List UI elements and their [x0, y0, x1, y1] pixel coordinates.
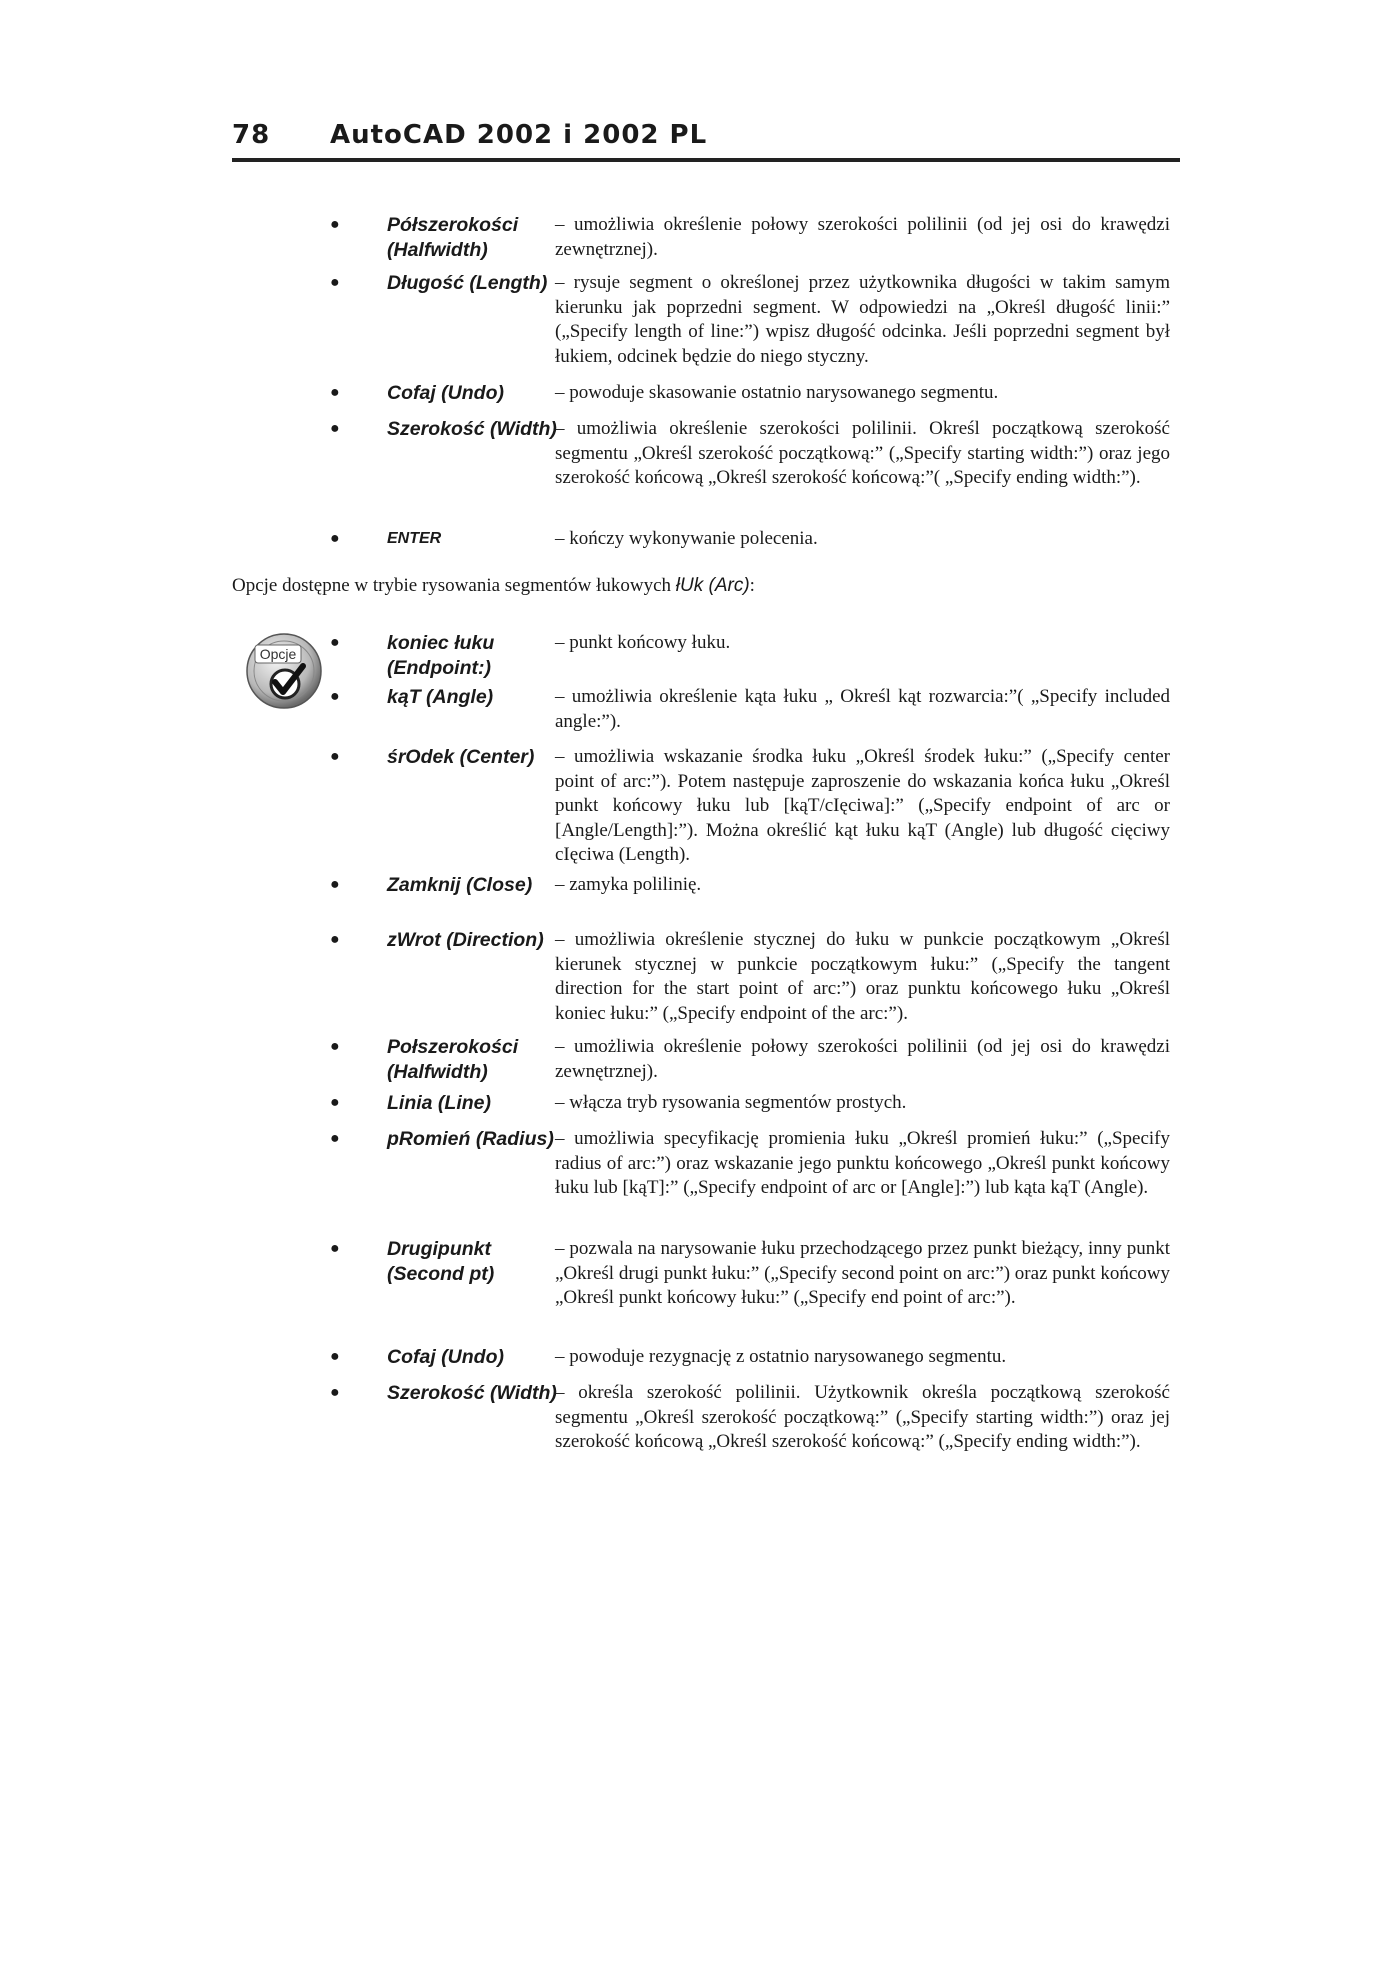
option-description: – rysuje segment o określonej przez użytkownika długości w takim samym kierunku jak poprzedni segment. W odpowiedzi na „Określ długość linii:” („Specify length of line:”) wpisz długość odcinka. Jeśli poprzedni segment był łukiem, odcinek będzie do niego styczny. [555, 272, 1170, 367]
badge-label: Opcje [259, 646, 297, 662]
bullet-icon: ● [330, 216, 340, 233]
option-description: – umożliwia określenie szerokości polilinii. Określ początkową szerokość segmentu „Określ szerokość początkową:” („Specify starting width:”) oraz jego szerokość końcową „Określ szerokość końcową:”( „Specify ending width:”). [555, 418, 1170, 488]
option-description: – umożliwia wskazanie środka łuku „Określ środek łuku:” („Specify center point of arc:”). Potem następuje zaproszenie do wskazania końca łuku „Określ punkt końcowy łuku lub [kąT/cIęciwa]:” („Specify endpoint of arc or [Angle/Length]:”). Można określić kąt łuku kąT (Angle) lub długość cięciwy cIęciwa (Length). [555, 746, 1170, 865]
page-header [232, 120, 1180, 162]
option-term: ENTER [387, 530, 442, 547]
option-term: Półszerokości (Halfwidth) [387, 214, 519, 261]
option-term: kąT (Angle) [387, 686, 494, 708]
option-description: – powoduje rezygnację z ostatnio narysowanego segmentu. [555, 1346, 1007, 1367]
bullet-icon: ● [330, 530, 340, 547]
option-term: pRomień (Radius) [387, 1128, 554, 1150]
bullet-icon: ● [330, 1240, 340, 1257]
option-term: koniec łuku (Endpoint:) [387, 632, 495, 679]
option-term: Zamknij (Close) [387, 874, 533, 896]
list-item [330, 685, 1170, 745]
options-badge-icon [245, 632, 323, 710]
intro-keyword: łUk (Arc) [675, 575, 750, 596]
book-title: AutoCAD 2002 i 2002 PL [330, 120, 708, 150]
arc-options-intro [232, 575, 755, 597]
list-item [330, 1237, 1170, 1345]
option-term: Cofaj (Undo) [387, 1346, 504, 1368]
option-term: Drugipunkt (Second pt) [387, 1238, 495, 1285]
option-description: – pozwala na narysowanie łuku przechodzącego przez punkt bieżący, inny punkt „Określ drugi punkt łuku:” („Specify second point on arc:”) oraz punkt końcowy „Określ punkt końcowy łuku:” („Specify end point of arc:”). [555, 1238, 1170, 1308]
list-item [330, 1345, 1170, 1381]
list-item [330, 928, 1170, 1035]
option-description: – określa szerokość polilinii. Użytkownik określa początkową szerokość segmentu „Określ szerokość początkową:” („Specify starting width:”) oraz jej szerokość końcową „Określ szerokość końcową:” („Specify ending width:”). [555, 1382, 1170, 1452]
list-item [330, 1091, 1170, 1127]
option-term: śrOdek (Center) [387, 746, 535, 768]
bullet-icon: ● [330, 1094, 340, 1111]
list-item [330, 213, 1170, 271]
list-item [330, 417, 1170, 527]
option-description: – umożliwia specyfikację promienia łuku „Określ promień łuku:” („Specify radius of arc:”) oraz wskazanie jego punktu końcowego „Określ punkt końcowy łuku lub [kąT]:” („Specify endpoint of arc or [Angle]:”) lub kąta kąT (Angle). [555, 1128, 1170, 1198]
page-number: 78 [232, 120, 271, 150]
list-item [330, 1035, 1170, 1091]
option-description: – włącza tryb rysowania segmentów prostych. [555, 1092, 907, 1113]
bullet-icon: ● [330, 274, 340, 291]
option-term: Linia (Line) [387, 1092, 491, 1114]
option-term: Cofaj (Undo) [387, 382, 504, 404]
intro-text: Opcje dostępne w trybie rysowania segmentów łukowych [232, 575, 676, 596]
list-item [330, 1127, 1170, 1237]
polyline-options-list [330, 213, 1170, 557]
bullet-icon: ● [330, 931, 340, 948]
option-description: – umożliwia określenie połowy szerokości polilinii (od jej osi do krawędzi zewnętrznej). [555, 1036, 1170, 1082]
bullet-icon: ● [330, 876, 340, 893]
bullet-icon: ● [330, 1130, 340, 1147]
list-item [330, 631, 1170, 685]
option-description: – zamyka polilinię. [555, 874, 702, 895]
list-item [330, 381, 1170, 417]
list-item [330, 873, 1170, 928]
bullet-icon: ● [330, 420, 340, 437]
list-item [330, 527, 1170, 557]
bullet-icon: ● [330, 688, 340, 705]
intro-colon: : [749, 575, 755, 596]
bullet-icon: ● [330, 1384, 340, 1401]
option-description: – umożliwia określenie kąta łuku „ Określ kąt rozwarcia:”( „Specify included angle:”). [555, 686, 1170, 732]
option-term: Szerokość (Width) [387, 418, 557, 440]
bullet-icon: ● [330, 634, 340, 651]
option-term: Połszerokości (Halfwidth) [387, 1036, 519, 1083]
bullet-icon: ● [330, 384, 340, 401]
bullet-icon: ● [330, 1348, 340, 1365]
option-term: Długość (Length) [387, 272, 548, 294]
option-term: Szerokość (Width) [387, 1382, 557, 1404]
option-description: – powoduje skasowanie ostatnio narysowanego segmentu. [555, 382, 999, 403]
option-description: – punkt końcowy łuku. [555, 632, 731, 653]
list-item [330, 1381, 1170, 1481]
list-item [330, 745, 1170, 873]
bullet-icon: ● [330, 1038, 340, 1055]
list-item [330, 271, 1170, 381]
option-description: – umożliwia określenie stycznej do łuku w punkcie początkowym „Określ kierunek stycznej w punkcie początkowym łuku:” („Specify the tangent direction for the start point of arc:”) oraz punktu końcowego łuku „Określ koniec łuku:” („Specify endpoint of the arc:”). [555, 929, 1170, 1024]
option-term: zWrot (Direction) [387, 929, 544, 951]
arc-options-list [330, 631, 1170, 1481]
option-description: – umożliwia określenie połowy szerokości polilinii (od jej osi do krawędzi zewnętrznej). [555, 214, 1170, 260]
option-description: – kończy wykonywanie polecenia. [555, 528, 818, 549]
bullet-icon: ● [330, 748, 340, 765]
